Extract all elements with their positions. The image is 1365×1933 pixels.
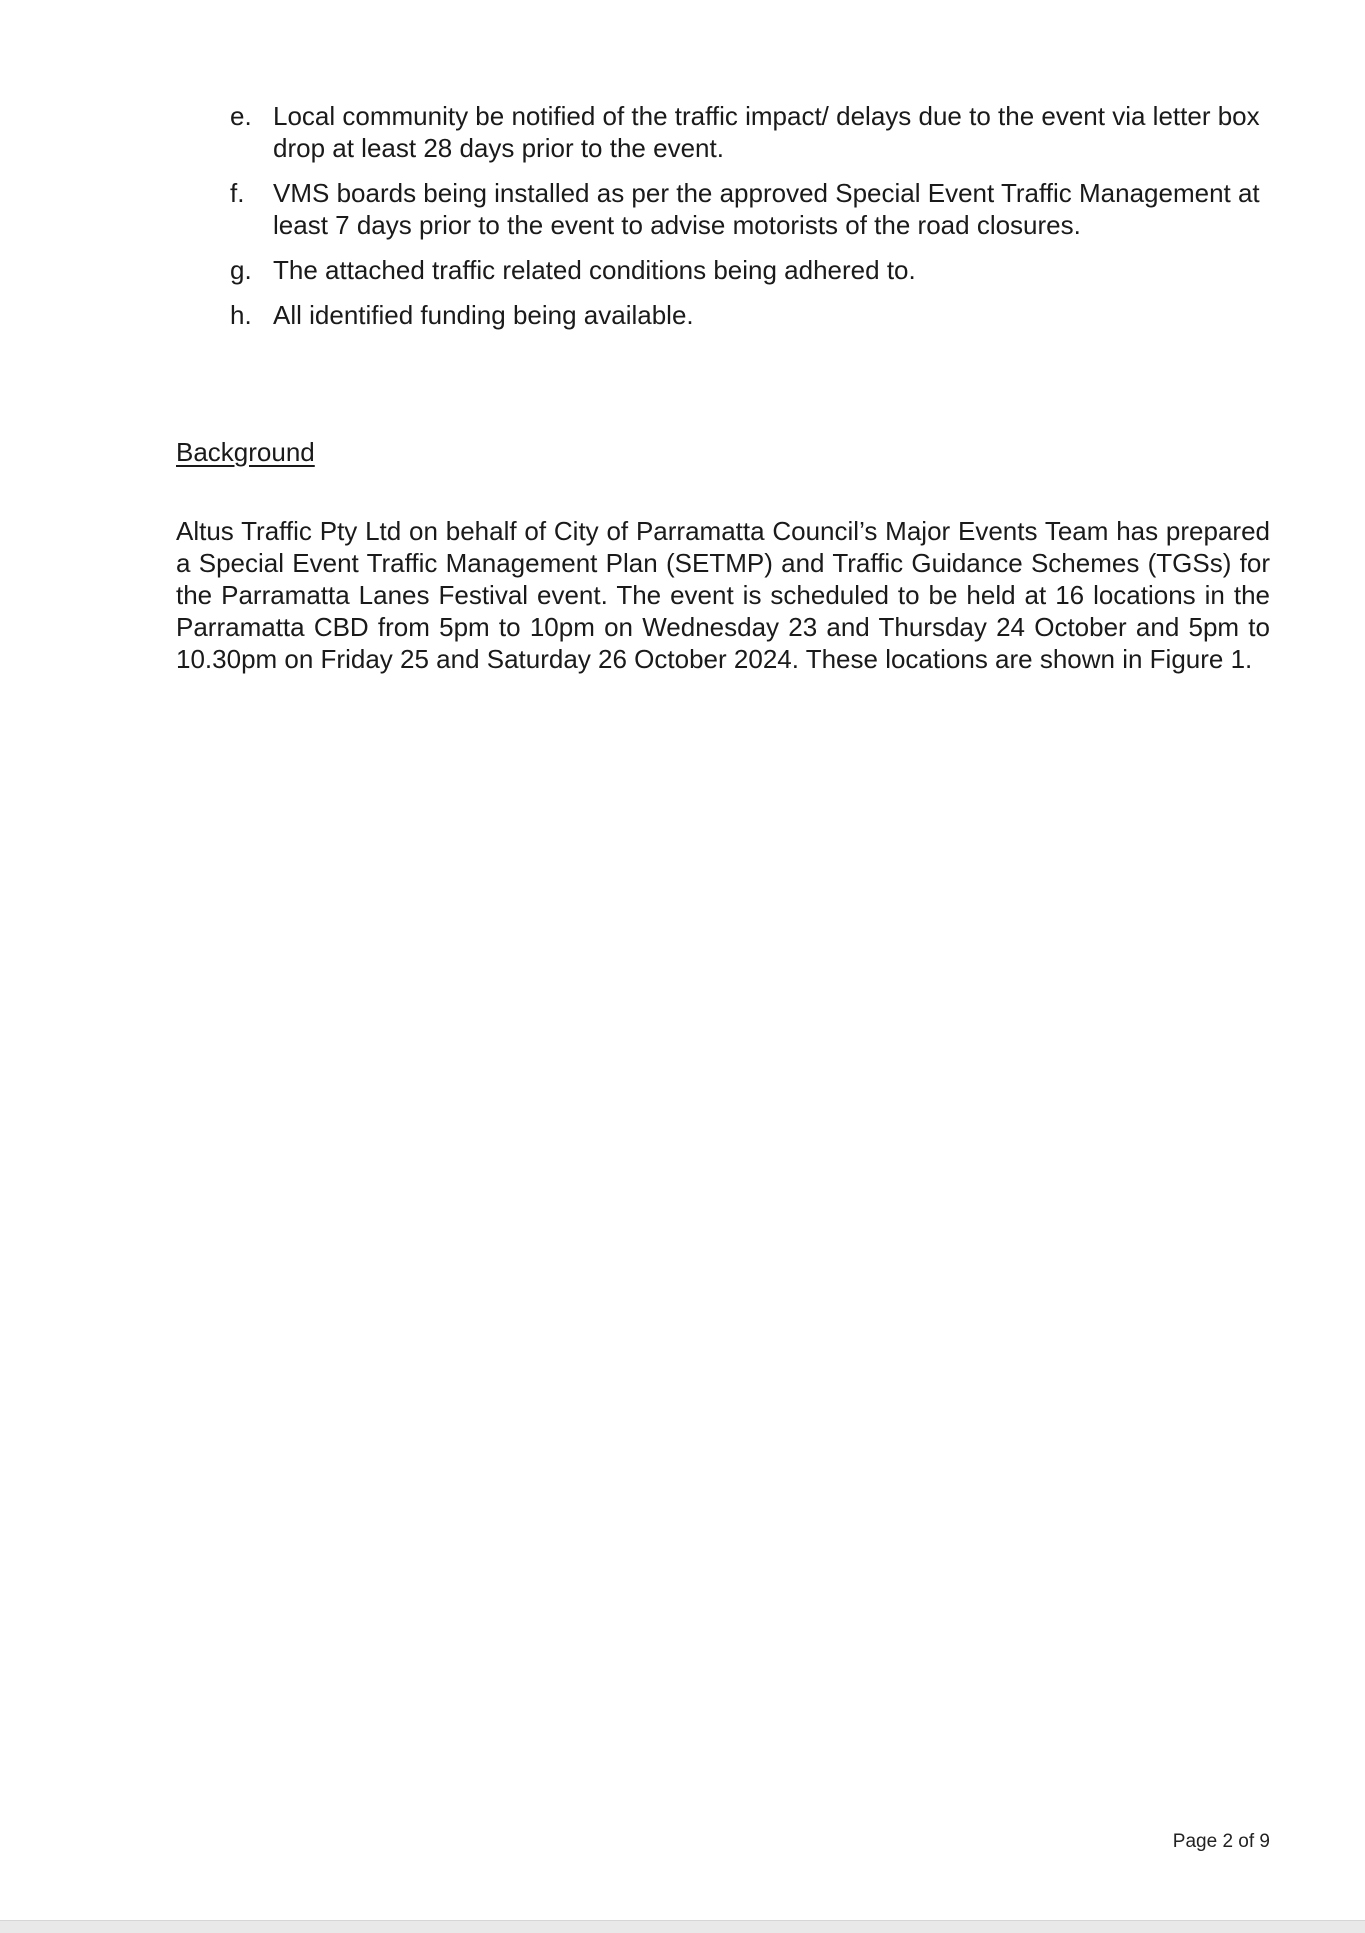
- list-item-text: The attached traffic related conditions being adhered to.: [273, 255, 916, 285]
- list-item: [230, 177, 1270, 241]
- list-item: [230, 299, 1270, 331]
- page-bottom-edge: [0, 1920, 1365, 1933]
- list-item: [230, 100, 1270, 164]
- list-item-text: Local community be notified of the traffic impact/ delays due to the event via letter box drop at least 28 days prior to the event.: [273, 101, 1260, 163]
- list-marker: h.: [230, 300, 252, 330]
- list-item-text: All identified funding being available.: [273, 300, 694, 330]
- list-marker: e.: [230, 101, 252, 131]
- background-heading: Background: [176, 437, 315, 467]
- conditions-list: [230, 100, 1270, 344]
- list-marker: f.: [230, 178, 245, 208]
- list-item-text: VMS boards being installed as per the approved Special Event Traffic Management at least 7 days prior to the event to advise motorists of the road closures.: [273, 178, 1260, 240]
- list-marker: g.: [230, 255, 252, 285]
- page-number: Page 2 of 9: [1172, 1831, 1270, 1852]
- list-item: [230, 254, 1270, 286]
- background-paragraph: Altus Traffic Pty Ltd on behalf of City of Parramatta Council’s Major Events Team has prepared a Special Event Traffic Management Plan (SETMP) and Traffic Guidance Schemes (TGSs) for the Parramatta Lanes Festival event. The event is scheduled to be held at 16 locations in the Parramatta CBD from 5pm to 10pm on Wednesday 23 and Thursday 24 October and 5pm to 10.30pm on Friday 25 and Saturday 26 October 2024. These locations are shown in Figure 1.: [176, 516, 1270, 674]
